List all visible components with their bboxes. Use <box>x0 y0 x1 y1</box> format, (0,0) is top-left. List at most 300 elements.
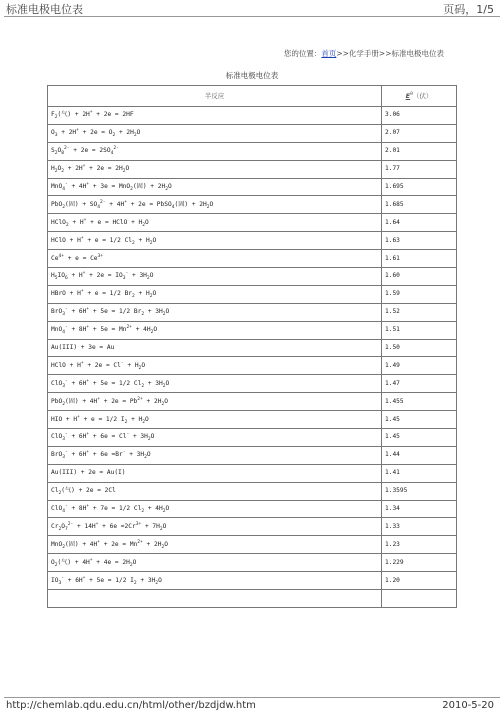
potential-value-cell: 1.61 <box>382 250 457 268</box>
table-row <box>48 590 457 608</box>
potential-value-cell: 1.77 <box>382 160 457 178</box>
potential-value-cell: 1.45 <box>382 411 457 429</box>
formula-text: + 4H <box>67 183 87 190</box>
formula-text: PbO <box>51 200 63 208</box>
formula-text: + 6e =2Cr <box>98 522 136 530</box>
formula-text: + 2H <box>64 165 83 173</box>
formula-text: + 3H <box>136 576 156 584</box>
formula-text: O <box>145 218 149 226</box>
subscript: 2 <box>162 312 166 318</box>
formula-text: O <box>164 397 168 405</box>
half-reaction-cell <box>48 590 382 608</box>
subscript: 2 <box>141 312 145 318</box>
potential-value-cell: 1.455 <box>382 393 457 411</box>
formula-text: + 2H <box>57 129 77 137</box>
subscript: 3 <box>54 133 58 139</box>
formula-text: O <box>51 558 55 566</box>
potential-value-cell: 1.34 <box>382 500 457 518</box>
subscript: 2 <box>159 527 163 533</box>
formula-text: + 6H <box>64 576 83 584</box>
formula-text: + 14H <box>73 522 96 530</box>
superscript: + <box>82 271 86 277</box>
table-row <box>48 160 457 178</box>
formula-text: (气) + 2e = 2Cl <box>61 487 116 495</box>
formula-text: O <box>165 505 170 513</box>
subscript: 3 <box>62 384 65 390</box>
formula-text: + 2e = Mn <box>100 540 138 548</box>
subscript: 2 <box>129 562 133 568</box>
formula-text: + 8H <box>67 326 87 334</box>
formula-text: + e = 1/2 Cl <box>83 236 133 244</box>
potential-value-cell: 1.695 <box>382 178 457 196</box>
formula-text: O <box>61 522 65 530</box>
column-header-potential <box>382 86 457 107</box>
superscript: 2+ <box>137 539 143 545</box>
potential-value-cell: 1.64 <box>382 214 457 232</box>
formula-text: + e = HClO + H <box>86 218 143 226</box>
formula-text: + 3H <box>144 308 163 316</box>
formula-text: (气) + 2H <box>57 111 90 119</box>
formula-text: + 2e = Pb <box>100 397 138 405</box>
table-row <box>48 303 457 321</box>
formula-text: O <box>152 290 157 298</box>
potential-value-cell: 1.20 <box>382 572 457 590</box>
electrode-potential-table <box>47 85 457 608</box>
formula-text: Ce <box>51 254 59 262</box>
formula-text: + 3H <box>129 433 148 441</box>
table-row <box>48 124 457 142</box>
subscript: 2 <box>165 187 168 193</box>
table-header-row <box>48 86 457 107</box>
table-row <box>48 554 457 572</box>
formula-text: Au(III) + 3e = Au <box>51 344 115 352</box>
table-row <box>48 142 457 160</box>
potential-value-cell: 1.50 <box>382 339 457 357</box>
half-reaction-cell <box>48 339 382 357</box>
half-reaction-cell <box>48 357 382 375</box>
superscript: + <box>97 539 101 545</box>
potential-value-cell: 1.51 <box>382 321 457 339</box>
table-row <box>48 429 457 447</box>
potential-value-cell: 3.06 <box>382 107 457 125</box>
table-row <box>48 482 457 500</box>
formula-text: + 6H <box>67 308 87 316</box>
half-reaction-cell <box>48 142 382 160</box>
table-row <box>48 518 457 536</box>
formula-text: (固) + 2H <box>132 183 166 190</box>
superscript: + <box>83 217 87 223</box>
potential-value-cell: 1.59 <box>382 285 457 303</box>
formula-text: BrO <box>51 451 63 459</box>
table-row <box>48 536 457 554</box>
formula-text: + 3e = MnO <box>89 183 131 190</box>
superscript: + <box>80 235 84 241</box>
table-row <box>48 446 457 464</box>
subscript: 2 <box>54 169 58 175</box>
table-caption: 标准电极电位表 <box>225 71 279 80</box>
formula-text: MnO <box>51 326 63 334</box>
subscript: 2 <box>149 240 153 246</box>
subscript: 3 <box>122 276 126 282</box>
superscript: 4+ <box>58 253 64 259</box>
formula-text: + 6H <box>67 451 87 459</box>
formula-text: ClO <box>51 433 63 441</box>
superscript: + <box>86 307 90 313</box>
formula-text: O <box>57 147 62 155</box>
formula-text: F <box>51 111 55 119</box>
formula-text: O <box>57 165 62 173</box>
formula-text: + 6e = Cl <box>89 433 127 441</box>
table-row <box>48 339 457 357</box>
formula-text: + H <box>134 236 150 244</box>
subscript: 4 <box>171 205 175 211</box>
table-row <box>48 375 457 393</box>
subscript: 2 <box>58 527 62 533</box>
superscript: 2+ <box>137 396 143 402</box>
formula-text: + H <box>68 218 84 226</box>
print-footer-date: 2010-5-20 <box>442 700 494 711</box>
formula-text: O <box>158 576 162 584</box>
superscript: 3+ <box>97 253 104 259</box>
formula-text: + 6H <box>67 433 87 441</box>
subscript: 2 <box>141 384 145 390</box>
formula-text: ClO <box>51 505 63 513</box>
formula-text: IO <box>51 576 59 584</box>
table-row <box>48 572 457 590</box>
potential-symbol: E <box>405 92 411 100</box>
superscript: + <box>86 325 90 331</box>
formula-text: S <box>51 147 55 155</box>
superscript: + <box>82 164 86 170</box>
superscript: + <box>97 396 101 402</box>
formula-text: + e = 1/2 I <box>79 415 125 423</box>
potential-value-cell: 1.685 <box>382 196 457 214</box>
formula-text: IO <box>57 272 65 280</box>
formula-text: O <box>146 451 151 459</box>
superscript: - <box>61 575 65 581</box>
subscript: 2 <box>149 294 153 300</box>
potential-value-cell: 2.07 <box>382 124 457 142</box>
formula-text: MnO <box>51 540 63 548</box>
subscript: 2 <box>112 133 116 139</box>
table-row <box>48 214 457 232</box>
formula-text: + 2H <box>142 397 162 405</box>
table-row <box>48 411 457 429</box>
formula-text: O <box>136 129 141 137</box>
formula-text: H <box>51 165 55 173</box>
formula-text: + 2e = 2H <box>85 165 123 173</box>
formula-text: + 4H <box>131 326 151 334</box>
formula-text: O <box>132 558 137 566</box>
superscript: 2- <box>67 521 74 527</box>
formula-text: + 2e = 2SO <box>69 147 111 155</box>
potential-value-cell: 1.52 <box>382 303 457 321</box>
superscript: - <box>126 432 130 438</box>
formula-text: ClO <box>51 379 63 387</box>
half-reaction-cell <box>48 178 382 196</box>
formula-text: + H <box>127 415 143 423</box>
table-row <box>48 285 457 303</box>
formula-text: (固) + 2H <box>174 200 207 208</box>
table-body <box>48 107 457 608</box>
table-row <box>48 357 457 375</box>
formula-text: O <box>145 415 149 423</box>
superscript: + <box>89 557 93 563</box>
formula-text: + 3H <box>125 451 145 459</box>
print-footer-url: http://chemlab.qdu.edu.cn/html/other/bzdjdw.htm <box>6 700 256 711</box>
formula-text: + 7e = 1/2 Cl <box>89 505 142 513</box>
potential-value-cell: 1.3595 <box>382 482 457 500</box>
superscript: + <box>86 450 90 456</box>
potential-value-cell: 1.63 <box>382 232 457 250</box>
superscript: - <box>125 271 129 277</box>
formula-text: + e = Ce <box>64 254 98 262</box>
superscript: - <box>64 307 68 313</box>
subscript: 2 <box>142 419 146 425</box>
formula-text: O <box>162 522 167 530</box>
formula-text: + e = 1/2 Br <box>83 290 133 298</box>
subscript: 2 <box>133 133 137 139</box>
formula-text: Cl <box>51 487 59 495</box>
formula-text: + H <box>67 272 83 280</box>
subscript: 2 <box>161 401 165 407</box>
formula-text: O <box>153 326 158 334</box>
formula-text: + 2e = Cl <box>83 361 121 369</box>
formula-text: (固) + 4H <box>64 540 98 548</box>
half-reaction-cell <box>48 303 382 321</box>
half-reaction-cell <box>48 393 382 411</box>
superscript: - <box>64 432 68 438</box>
subscript: 2 <box>132 240 135 246</box>
formula-text: + 4H <box>105 200 125 208</box>
subscript: 2 <box>206 205 210 211</box>
formula-text: O <box>150 433 155 441</box>
formula-text: + 5e = 1/2 Cl <box>89 379 142 387</box>
half-reaction-cell <box>48 268 382 286</box>
subscript: 2 <box>162 509 166 515</box>
half-reaction-cell <box>48 536 382 554</box>
formula-text: + 2H <box>115 129 134 137</box>
subscript: 2 <box>122 169 126 175</box>
superscript: + <box>82 575 86 581</box>
superscript: - <box>120 360 124 366</box>
subscript: 3 <box>62 437 65 443</box>
subscript: 2 <box>54 151 58 157</box>
formula-text: + 3H <box>144 379 163 387</box>
formula-text: PbO <box>51 397 63 405</box>
half-reaction-cell <box>48 107 382 125</box>
half-reaction-cell <box>48 321 382 339</box>
superscript: 2+ <box>126 325 132 331</box>
subscript: 2 <box>61 169 65 175</box>
breadcrumb-home-link[interactable]: 首页 <box>321 49 337 58</box>
half-reaction-cell <box>48 554 382 572</box>
superscript: - <box>64 325 68 331</box>
print-header-title: 标准电极电位表 <box>6 3 83 16</box>
table-row <box>48 393 457 411</box>
potential-value-cell: 1.45 <box>382 429 457 447</box>
formula-text: O <box>152 236 157 244</box>
subscript: 5 <box>54 276 58 282</box>
formula-text: O <box>141 361 146 369</box>
formula-text: Au(III) + 2e = Au(I) <box>51 469 126 477</box>
table-row <box>48 178 457 196</box>
formula-text: + 2e = IO <box>85 272 123 280</box>
half-reaction-cell <box>48 429 382 447</box>
formula-text: + 5e = 1/2 I <box>85 576 134 584</box>
half-reaction-cell <box>48 411 382 429</box>
subscript: 3 <box>62 455 65 461</box>
superscript: 2- <box>64 146 70 152</box>
superscript: + <box>89 110 93 116</box>
subscript: 8 <box>61 151 65 157</box>
superscript: - <box>122 450 126 456</box>
subscript: 2 <box>162 384 166 390</box>
potential-unit: （伏） <box>412 92 433 100</box>
subscript: 2 <box>144 455 147 461</box>
subscript: 6 <box>64 276 68 282</box>
table-row <box>48 321 457 339</box>
formula-text: + 5e = 1/2 Br <box>89 308 142 316</box>
subscript: 2 <box>146 276 150 282</box>
subscript: 2 <box>124 419 128 425</box>
subscript: 2 <box>132 294 135 300</box>
formula-text: (固) + 4H <box>64 397 98 405</box>
subscript: 3 <box>62 312 65 318</box>
subscript: 2 <box>133 580 137 586</box>
formula-text: + H <box>134 290 150 298</box>
subscript: 4 <box>62 187 65 193</box>
subscript: 2 <box>161 545 165 551</box>
subscript: 2 <box>54 562 58 568</box>
potential-value-cell: 2.01 <box>382 142 457 160</box>
formula-text: O <box>165 379 170 387</box>
formula-text: + 7H <box>141 522 160 530</box>
formula-text: + 2e = 2HF <box>92 111 134 119</box>
formula-text: BrO <box>51 308 63 316</box>
formula-text: HClO + H <box>51 361 81 369</box>
subscript: 2 <box>141 509 145 515</box>
half-reaction-cell <box>48 482 382 500</box>
superscript: 2- <box>100 199 106 205</box>
superscript: + <box>95 521 99 527</box>
subscript: 4 <box>110 151 114 157</box>
superscript: 2- <box>113 146 119 152</box>
formula-text: + H <box>123 361 139 369</box>
header-divider <box>4 16 500 17</box>
table-row <box>48 268 457 286</box>
formula-text: + 3H <box>128 272 147 280</box>
formula-text: O <box>165 308 170 316</box>
subscript: 2 <box>138 366 142 372</box>
formula-text: + 2H <box>142 540 162 548</box>
formula-text: O <box>164 540 168 548</box>
half-reaction-cell <box>48 196 382 214</box>
potential-value-cell: 1.49 <box>382 357 457 375</box>
formula-text: HClO <box>51 218 66 226</box>
superscript: + <box>80 289 84 295</box>
formula-text: HClO + H <box>51 236 81 244</box>
formula-text: + 6H <box>67 379 87 387</box>
formula-text: O <box>51 129 55 137</box>
breadcrumb-prefix: 您的位置： <box>283 49 322 58</box>
superscript: - <box>64 503 68 509</box>
footer-divider <box>4 697 500 698</box>
formula-text: HIO + H <box>51 415 78 423</box>
potential-value-cell: 1.60 <box>382 268 457 286</box>
superscript: 3+ <box>135 521 142 527</box>
breadcrumb-rest: >>化学手册>>标准电极电位表 <box>336 49 444 58</box>
half-reaction-cell <box>48 375 382 393</box>
half-reaction-cell <box>48 500 382 518</box>
print-header-page-number: 页码，1/5 <box>443 3 494 16</box>
half-reaction-cell <box>48 124 382 142</box>
half-reaction-cell <box>48 446 382 464</box>
subscript: 2 <box>62 401 65 407</box>
table-row <box>48 232 457 250</box>
subscript: 2 <box>54 115 58 121</box>
half-reaction-cell <box>48 518 382 536</box>
table-row <box>48 250 457 268</box>
potential-value-cell: 1.41 <box>382 464 457 482</box>
formula-text: H <box>51 272 55 280</box>
formula-text: O <box>209 200 214 208</box>
subscript: 2 <box>58 491 62 497</box>
formula-text: + 5e = Mn <box>89 326 127 334</box>
column-header-reaction: 半反应 <box>48 86 382 107</box>
subscript: 2 <box>130 187 133 193</box>
superscript: + <box>86 378 90 384</box>
potential-value-cell: 1.229 <box>382 554 457 572</box>
formula-text: + 8H <box>67 505 87 513</box>
half-reaction-cell <box>48 285 382 303</box>
superscript: - <box>64 450 68 456</box>
subscript: 7 <box>64 527 68 533</box>
half-reaction-cell <box>48 464 382 482</box>
formula-text: (气) + 4H <box>57 558 90 566</box>
superscript: - <box>64 378 68 384</box>
superscript: + <box>77 414 80 420</box>
formula-text: + 4H <box>144 505 163 513</box>
subscript: 4 <box>62 509 65 515</box>
potential-value-cell <box>382 590 457 608</box>
subscript: 2 <box>142 223 146 229</box>
subscript: 2 <box>62 545 65 551</box>
subscript: 2 <box>155 580 159 586</box>
subscript: 2 <box>65 223 69 229</box>
formula-text: + 2e = O <box>78 129 113 137</box>
formula-text: + 2e = PbSO <box>126 200 172 208</box>
subscript: 2 <box>147 437 151 443</box>
superscript: + <box>124 199 127 205</box>
formula-text: O <box>167 183 172 190</box>
subscript: 2 <box>62 205 65 211</box>
potential-value-cell: 1.44 <box>382 446 457 464</box>
subscript: 3 <box>58 580 62 586</box>
superscript: + <box>86 432 90 438</box>
table-row <box>48 464 457 482</box>
half-reaction-cell <box>48 250 382 268</box>
breadcrumb <box>284 48 444 59</box>
formula-text: HBrO + H <box>51 290 81 298</box>
superscript: - <box>64 181 68 187</box>
table-row <box>48 107 457 125</box>
superscript: + <box>86 503 90 509</box>
superscript: + <box>86 181 90 187</box>
half-reaction-cell <box>48 160 382 178</box>
subscript: 2 <box>150 330 154 336</box>
subscript: 4 <box>97 205 101 211</box>
